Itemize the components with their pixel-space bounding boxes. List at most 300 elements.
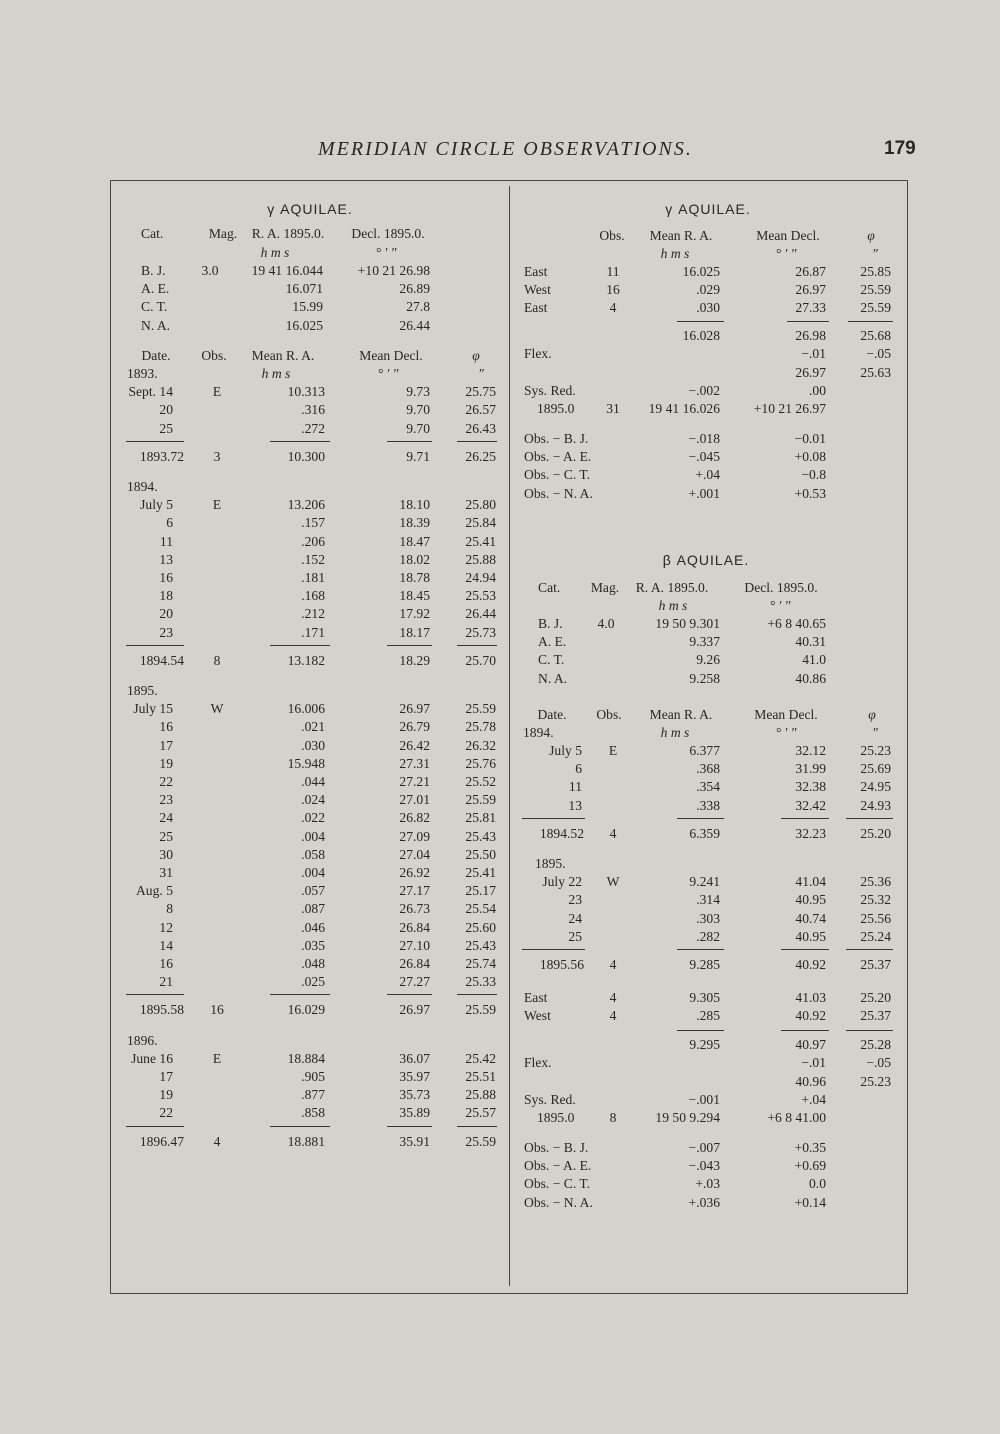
- obs-phi: 25.41: [465, 865, 496, 880]
- year-label: 1894.: [523, 725, 554, 740]
- summary-phi: 25.37: [860, 957, 891, 972]
- obs-mean-decl: 32.38: [795, 779, 826, 795]
- weighted-mean-decl: 26.98: [795, 328, 826, 343]
- obs-mean-decl: 26.97: [399, 701, 430, 717]
- obs-mean-decl: 27.01: [399, 792, 430, 808]
- obs-phi: 25.42: [465, 1050, 496, 1066]
- sum-rule: [126, 994, 184, 995]
- catalogue-name: N. A.: [538, 670, 568, 686]
- comparison-label: Obs. − N. A.: [524, 485, 593, 501]
- section-title-gamma-aquilae: γ AQUILAE.: [267, 201, 353, 217]
- col-header-mean-decl: Mean Decl.: [756, 228, 820, 243]
- obs-mean-ra: .024: [301, 792, 325, 808]
- obs-date: July 22: [542, 874, 582, 890]
- flexure-phi: −.05: [866, 346, 891, 361]
- obs-mean-decl: 9.70: [406, 402, 430, 418]
- obs-date: 11: [568, 779, 582, 795]
- obs-phi: 25.73: [465, 624, 496, 640]
- obs-mean-decl: 31.99: [795, 761, 826, 777]
- mean-ra: 16.025: [682, 264, 720, 279]
- obs-mean-ra: .877: [301, 1087, 325, 1103]
- obs-phi: 26.43: [465, 420, 496, 436]
- sys-red-ra: −.001: [688, 1092, 720, 1107]
- obs-phi: 25.51: [465, 1069, 496, 1084]
- instrument-position: East: [524, 264, 548, 279]
- obs-date: 20: [159, 402, 173, 418]
- catalogue-ra: 16.025: [285, 317, 323, 333]
- sum-rule: [677, 818, 724, 819]
- obs-mean-decl: 41.04: [795, 874, 826, 890]
- units-decl: ° ′ ″: [775, 246, 797, 261]
- instrument-position: East: [524, 990, 548, 1005]
- summary-phi: 25.59: [465, 1133, 496, 1149]
- comparison-ra: −.043: [688, 1158, 720, 1174]
- comparison-label: Obs. − A. E.: [524, 449, 592, 465]
- obs-mean-decl: 32.42: [795, 797, 826, 813]
- obs-mean-decl: 40.74: [795, 910, 826, 926]
- flexure-label: Flex.: [524, 346, 552, 361]
- catalogue-ra: 19 41 16.044: [251, 263, 323, 278]
- obs-mean-decl: 35.97: [399, 1069, 430, 1084]
- mean-ra: 9.305: [689, 990, 720, 1005]
- obs-phi: 25.24: [860, 928, 891, 944]
- comparison-ra: +.001: [688, 485, 720, 501]
- obs-mean-ra: 6.377: [689, 743, 720, 758]
- obs-phi: 25.52: [465, 774, 496, 789]
- obs-phi: 24.95: [860, 779, 891, 795]
- obs-mean-decl: 18.78: [399, 570, 430, 585]
- sum-rule: [270, 1126, 330, 1127]
- comparison-label: Obs. − C. T.: [524, 1176, 591, 1192]
- obs-phi: 25.57: [465, 1105, 496, 1121]
- sum-rule: [677, 1030, 724, 1031]
- obs-mean-ra: .046: [301, 919, 325, 935]
- catalogue-decl: +10 21 26.98: [357, 263, 430, 278]
- sum-rule: [787, 321, 829, 322]
- obs-instrument: E: [608, 743, 618, 758]
- year-label: 1895.: [535, 856, 566, 871]
- obs-mean-decl: 26.73: [399, 901, 430, 917]
- year-label: 1894.: [127, 479, 158, 494]
- col-header-ra: R. A. 1895.0.: [635, 580, 709, 595]
- sum-rule: [781, 1030, 829, 1031]
- comparison-decl: +0.08: [794, 449, 826, 465]
- obs-phi: 25.80: [465, 497, 496, 513]
- sys-red-label: Sys. Red.: [524, 383, 576, 398]
- obs-mean-decl: 40.95: [795, 892, 826, 908]
- summary-count: 16: [210, 1002, 224, 1018]
- mean-phi: 25.59: [860, 282, 891, 298]
- obs-mean-ra: .212: [301, 606, 325, 622]
- catalogue-decl: 41.0: [802, 652, 826, 668]
- summary-mean-ra: 10.300: [287, 448, 325, 464]
- col-header-mean-ra: Mean R. A.: [649, 228, 713, 243]
- obs-count: 11: [606, 264, 620, 279]
- summary-count: 4: [609, 825, 617, 841]
- obs-mean-ra: .354: [696, 779, 720, 795]
- obs-mean-decl: 35.73: [399, 1087, 430, 1103]
- instrument-position: West: [524, 1008, 551, 1024]
- corrected-phi: 25.63: [860, 365, 891, 380]
- summary-count: 4: [609, 957, 617, 972]
- obs-date: 14: [159, 937, 173, 953]
- comparison-ra: +.03: [695, 1176, 720, 1192]
- final-ra: 19 50 9.294: [655, 1110, 720, 1125]
- obs-phi: 24.93: [860, 797, 891, 813]
- running-header: [0, 138, 1000, 164]
- comparison-decl: +0.53: [794, 485, 826, 501]
- obs-phi: 25.36: [860, 874, 891, 890]
- sum-rule: [457, 645, 497, 646]
- summary-mean-decl: 35.91: [399, 1133, 430, 1149]
- obs-mean-ra: 16.006: [287, 701, 325, 717]
- mean-ra: .029: [696, 282, 720, 298]
- summary-mean-decl: 9.71: [406, 448, 430, 464]
- comparison-decl: −0.8: [801, 467, 826, 483]
- col-header-decl: Decl. 1895.0.: [351, 226, 425, 241]
- catalogue-decl: 40.31: [795, 634, 826, 650]
- obs-mean-decl: 26.84: [399, 919, 430, 935]
- running-title: MERIDIAN CIRCLE OBSERVATIONS.: [318, 138, 693, 160]
- catalogue-decl: 40.86: [795, 670, 826, 686]
- comparison-ra: −.045: [688, 449, 720, 465]
- obs-phi: 25.43: [465, 828, 496, 844]
- obs-date: Sept. 14: [128, 384, 173, 400]
- col-header-mag: Mag.: [590, 580, 620, 595]
- mean-decl: 27.33: [795, 300, 826, 316]
- col-header-mag: Mag.: [208, 226, 238, 241]
- summary-mean-decl: 26.97: [399, 1002, 430, 1018]
- obs-phi: 26.44: [465, 606, 496, 622]
- sum-rule: [677, 949, 724, 950]
- col-header-phi: φ: [867, 228, 875, 243]
- year-label: 1896.: [127, 1032, 158, 1048]
- obs-mean-ra: .272: [301, 420, 325, 436]
- mean-decl: 26.87: [795, 264, 826, 279]
- obs-mean-decl: 26.84: [399, 956, 430, 971]
- col-header-obs: Obs.: [201, 348, 227, 363]
- year-label: 1893.: [127, 366, 158, 381]
- obs-mean-ra: .021: [301, 719, 325, 735]
- summary-epoch: 1896.47: [139, 1133, 184, 1149]
- obs-date: 16: [159, 570, 173, 585]
- summary-count: 8: [213, 652, 221, 668]
- flexure-phi: −.05: [866, 1055, 891, 1070]
- mean-phi: 25.85: [860, 264, 891, 279]
- obs-mean-ra: .048: [301, 956, 325, 971]
- obs-date: 17: [159, 1069, 173, 1084]
- col-header-cat: Cat.: [141, 226, 164, 241]
- summary-mean-ra: 18.881: [287, 1133, 325, 1149]
- obs-phi: 25.23: [860, 743, 891, 758]
- units-decl: ° ′ ″: [377, 366, 399, 381]
- final-epoch: 1895.0: [537, 401, 575, 416]
- catalogue-ra: 19 50 9.301: [655, 616, 720, 631]
- obs-phi: 25.54: [465, 901, 496, 917]
- obs-date: 16: [159, 719, 173, 735]
- obs-date: 19: [159, 1087, 173, 1103]
- obs-count: 4: [609, 300, 617, 316]
- catalogue-mag: 3.0: [201, 263, 219, 278]
- sum-rule: [387, 441, 432, 442]
- obs-mean-ra: .058: [301, 846, 325, 862]
- obs-mean-decl: 35.89: [399, 1105, 430, 1121]
- sys-red-decl: +.04: [801, 1092, 826, 1107]
- sum-rule: [781, 818, 829, 819]
- obs-mean-ra: .152: [301, 551, 325, 567]
- obs-mean-ra: .004: [301, 865, 325, 880]
- obs-date: 21: [159, 974, 173, 990]
- obs-date: 6: [575, 761, 582, 777]
- obs-date: 12: [159, 919, 173, 935]
- obs-phi: 25.41: [465, 533, 496, 549]
- summary-epoch: 1895.56: [539, 957, 584, 972]
- obs-mean-decl: 27.21: [399, 774, 430, 789]
- col-header-obs: Obs.: [599, 228, 625, 243]
- sum-rule: [126, 441, 184, 442]
- comparison-ra: +.04: [695, 467, 720, 483]
- obs-phi: 24.94: [465, 570, 496, 585]
- mean-phi: 25.59: [860, 300, 891, 316]
- obs-mean-ra: 10.313: [287, 384, 325, 400]
- instrument-position: East: [524, 300, 548, 316]
- catalogue-name: A. E.: [538, 634, 567, 650]
- mean-phi: 25.37: [860, 1008, 891, 1024]
- obs-mean-decl: 27.17: [399, 883, 430, 899]
- obs-phi: 25.74: [465, 956, 496, 971]
- catalogue-name: B. J.: [538, 616, 563, 631]
- sum-rule: [846, 818, 893, 819]
- sum-rule: [387, 1126, 432, 1127]
- mean-ra: .030: [696, 300, 720, 316]
- corrected-decl: 40.96: [795, 1074, 826, 1089]
- obs-phi: 25.78: [465, 719, 496, 735]
- catalogue-ra: 9.337: [689, 634, 720, 650]
- obs-date: 22: [159, 774, 173, 789]
- summary-phi: 25.59: [465, 1002, 496, 1018]
- sum-rule: [457, 994, 497, 995]
- sys-red-decl: .00: [809, 383, 826, 398]
- comparison-ra: +.036: [688, 1194, 720, 1210]
- obs-mean-ra: .171: [301, 624, 325, 640]
- final-epoch: 1895.0: [537, 1110, 575, 1125]
- flexure-decl: −.01: [801, 1055, 826, 1070]
- obs-date: 23: [159, 792, 173, 808]
- obs-date: 25: [568, 928, 582, 944]
- final-decl: +6 8 41.00: [767, 1110, 826, 1125]
- obs-phi: 25.75: [465, 384, 496, 400]
- units-phi: ″: [872, 246, 878, 261]
- col-header-decl: Decl. 1895.0.: [744, 580, 818, 595]
- obs-mean-ra: .057: [301, 883, 325, 899]
- units-ra: h m s: [660, 246, 690, 261]
- summary-phi: 26.25: [465, 448, 496, 464]
- col-header-date: Date.: [537, 707, 567, 722]
- obs-mean-decl: 40.95: [795, 928, 826, 944]
- obs-date: 23: [568, 892, 582, 908]
- summary-count: 3: [213, 448, 221, 464]
- sum-rule: [781, 949, 829, 950]
- sum-rule: [387, 994, 432, 995]
- sum-rule: [846, 1030, 893, 1031]
- obs-mean-decl: 9.70: [406, 420, 430, 436]
- col-header-mean-decl: Mean Decl.: [359, 348, 423, 363]
- obs-date: 30: [159, 846, 173, 862]
- year-label: 1895.: [127, 683, 158, 698]
- obs-mean-decl: 18.47: [399, 533, 430, 549]
- section-title-gamma-aquilae-summary: γ AQUILAE.: [665, 201, 751, 217]
- summary-mean-ra: 6.359: [689, 825, 720, 841]
- obs-mean-ra: .858: [301, 1105, 325, 1121]
- obs-mean-decl: 26.79: [399, 719, 430, 735]
- obs-mean-decl: 27.04: [399, 846, 430, 862]
- sum-rule: [126, 645, 184, 646]
- summary-count: 4: [213, 1133, 221, 1149]
- obs-date: 8: [166, 901, 173, 917]
- obs-mean-ra: 9.241: [689, 874, 720, 890]
- obs-date: July 15: [133, 701, 173, 717]
- sum-rule: [270, 994, 330, 995]
- obs-mean-ra: .368: [696, 761, 720, 777]
- final-ra: 19 41 16.026: [648, 401, 720, 416]
- section-title-beta-aquilae: β AQUILAE.: [662, 552, 750, 568]
- obs-date: Aug. 5: [135, 883, 173, 899]
- sum-rule: [677, 321, 724, 322]
- obs-mean-ra: .314: [696, 892, 720, 908]
- obs-phi: 25.69: [860, 761, 891, 777]
- units-ra: h m s: [660, 725, 690, 740]
- comparison-decl: 0.0: [809, 1176, 826, 1192]
- summary-phi: 25.20: [860, 825, 891, 841]
- obs-mean-decl: 27.31: [399, 755, 430, 771]
- catalogue-decl: 26.44: [399, 317, 430, 333]
- catalogue-ra: 9.26: [696, 652, 720, 668]
- obs-phi: 25.53: [465, 588, 496, 604]
- comparison-decl: +0.69: [794, 1158, 826, 1174]
- sum-rule: [848, 321, 893, 322]
- obs-phi: 25.32: [860, 892, 891, 908]
- mean-phi: 25.20: [860, 990, 891, 1005]
- summary-mean-decl: 18.29: [399, 652, 430, 668]
- mean-decl: 26.97: [795, 282, 826, 298]
- final-decl: +10 21 26.97: [753, 401, 826, 416]
- obs-phi: 26.32: [465, 737, 496, 753]
- obs-phi: 25.88: [465, 551, 496, 567]
- units-decl: ° ′ ″: [775, 725, 797, 740]
- obs-mean-decl: 18.10: [399, 497, 430, 513]
- catalogue-ra: 15.99: [292, 299, 323, 315]
- page-number: 179: [884, 138, 916, 159]
- col-header-obs: Obs.: [596, 707, 622, 722]
- obs-mean-ra: .030: [301, 737, 325, 753]
- obs-mean-decl: 26.82: [399, 810, 430, 826]
- sum-rule: [522, 949, 585, 950]
- instrument-position: West: [524, 282, 551, 298]
- summary-phi: 25.70: [465, 652, 496, 668]
- col-header-ra: R. A. 1895.0.: [251, 226, 325, 241]
- summary-epoch: 1893.72: [139, 448, 184, 464]
- obs-phi: 26.57: [465, 402, 496, 418]
- obs-date: 6: [166, 515, 173, 531]
- obs-mean-decl: 18.17: [399, 624, 430, 640]
- obs-instrument: E: [212, 384, 222, 400]
- comparison-label: Obs. − N. A.: [524, 1194, 593, 1210]
- obs-mean-decl: 27.09: [399, 828, 430, 844]
- obs-date: 31: [159, 865, 173, 880]
- units-phi: ″: [872, 725, 878, 740]
- obs-count: 16: [606, 282, 620, 298]
- obs-instrument: E: [212, 1050, 222, 1066]
- units-phi: ″: [478, 366, 484, 381]
- catalogue-mag: 4.0: [597, 616, 615, 631]
- obs-mean-ra: 15.948: [287, 755, 325, 771]
- catalogue-name: N. A.: [141, 317, 171, 333]
- obs-mean-decl: 17.92: [399, 606, 430, 622]
- catalogue-ra: 9.258: [689, 670, 720, 686]
- final-count: 8: [609, 1110, 617, 1125]
- obs-mean-ra: 13.206: [287, 497, 325, 513]
- catalogue-name: C. T.: [141, 299, 168, 315]
- obs-mean-decl: 27.27: [399, 974, 430, 990]
- obs-mean-ra: 18.884: [287, 1050, 325, 1066]
- obs-mean-ra: .025: [301, 974, 325, 990]
- obs-mean-ra: .022: [301, 810, 325, 826]
- obs-count: 4: [609, 1008, 617, 1024]
- summary-epoch: 1895.58: [139, 1002, 184, 1018]
- obs-date: 17: [159, 737, 173, 753]
- flexure-label: Flex.: [524, 1055, 552, 1070]
- col-header-phi: φ: [868, 707, 876, 722]
- sys-red-label: Sys. Red.: [524, 1092, 576, 1107]
- obs-count: 4: [609, 990, 617, 1005]
- obs-mean-ra: .316: [301, 402, 325, 418]
- comparison-ra: −.018: [688, 431, 720, 446]
- col-header-date: Date.: [141, 348, 171, 363]
- summary-mean-ra: 16.029: [287, 1002, 325, 1018]
- obs-mean-decl: 9.73: [406, 384, 430, 400]
- sum-rule: [846, 949, 893, 950]
- units-ra: h m s: [261, 366, 291, 381]
- summary-mean-decl: 32.23: [795, 825, 826, 841]
- obs-mean-decl: 36.07: [399, 1050, 430, 1066]
- obs-instrument: W: [606, 874, 620, 890]
- obs-date: 16: [159, 956, 173, 971]
- comparison-label: Obs. − B. J.: [524, 1140, 589, 1155]
- obs-mean-ra: .044: [301, 774, 325, 789]
- sum-rule: [126, 1126, 184, 1127]
- obs-mean-decl: 26.92: [399, 865, 430, 880]
- units-decl: ° ′ ″: [769, 598, 791, 613]
- comparison-decl: −0.01: [794, 431, 826, 446]
- weighted-mean-ra: 16.028: [682, 328, 720, 343]
- summary-mean-ra: 13.182: [287, 652, 325, 668]
- obs-mean-ra: .905: [301, 1069, 325, 1084]
- obs-mean-ra: .087: [301, 901, 325, 917]
- weighted-mean-ra: 9.295: [689, 1037, 720, 1052]
- obs-phi: 25.59: [465, 701, 496, 717]
- obs-mean-ra: .206: [301, 533, 325, 549]
- obs-phi: 25.33: [465, 974, 496, 990]
- catalogue-name: B. J.: [141, 263, 166, 278]
- col-header-phi: φ: [472, 348, 480, 363]
- units-ra: h m s: [260, 245, 290, 260]
- obs-phi: 25.81: [465, 810, 496, 826]
- obs-instrument: E: [212, 497, 222, 513]
- obs-mean-ra: .338: [696, 797, 720, 813]
- units-ra: h m s: [658, 598, 688, 613]
- obs-date: 13: [568, 797, 582, 813]
- obs-mean-ra: .004: [301, 828, 325, 844]
